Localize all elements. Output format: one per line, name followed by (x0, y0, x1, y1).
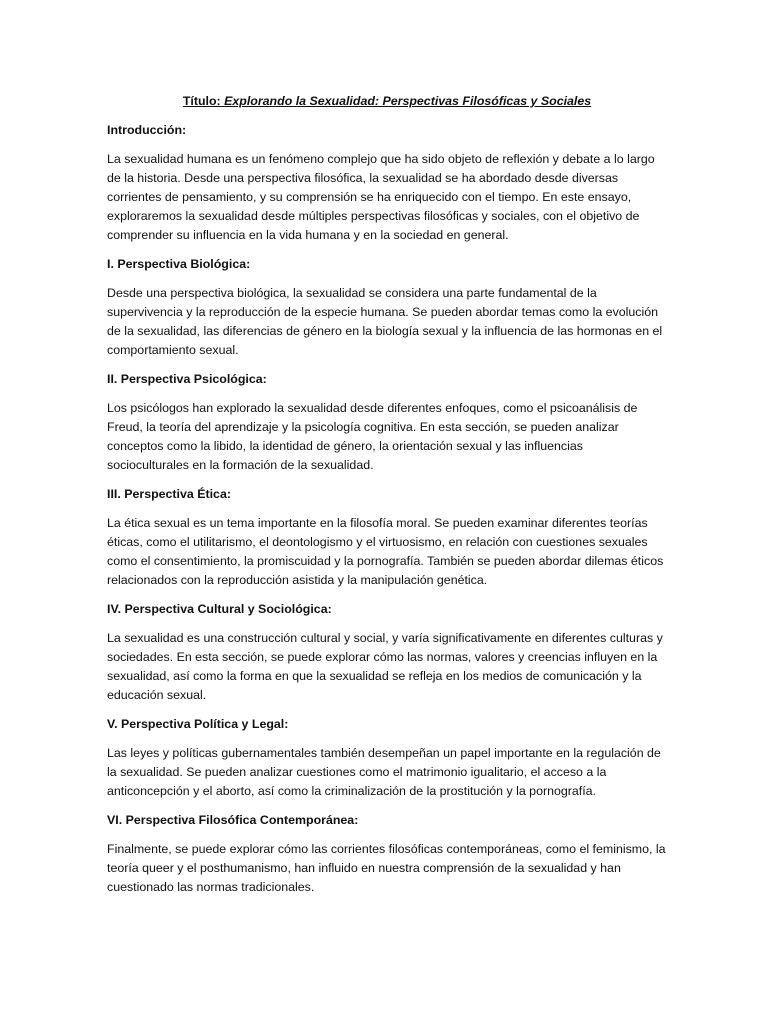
section-heading-etica: III. Perspectiva Ética: (107, 487, 231, 501)
section-heading-biologica: I. Perspectiva Biológica: (107, 257, 251, 271)
title-text: Explorando la Sexualidad: Perspectivas Filosóficas y Sociales (224, 94, 592, 108)
section-heading-cultural: IV. Perspectiva Cultural y Sociológica: (107, 602, 332, 616)
section-body-biologica: Desde una perspectiva biológica, la sexualidad se considera una parte fundamental de la supervivencia y la reproducción de la especie humana. Se pueden abordar temas como la evolución de la sexualidad, las diferencias de género en la biología sexual y la influencia de las hormonas en el comportamiento sexual. (107, 286, 663, 357)
document-body (107, 92, 667, 907)
title-prefix: Título: (182, 94, 225, 108)
section-heading-contemporanea: VI. Perspectiva Filosófica Contemporánea: (107, 813, 359, 827)
section-body-introduccion: La sexualidad humana es un fenómeno complejo que ha sido objeto de reflexión y debate a lo largo de la historia. Desde una perspectiva filosófica, la sexualidad se ha abordado desde diversas corrientes de pensamiento, y su comprensión se ha enriquecido con el tiempo. En este ensayo, exploraremos la sexualidad desde múltiples perspectivas filosóficas y sociales, con el objetivo de comprender su influencia en la vida humana y en la sociedad en general. (107, 152, 655, 242)
section-heading-psicologica: II. Perspectiva Psicológica: (107, 372, 267, 386)
section-body-contemporanea: Finalmente, se puede explorar cómo las corrientes filosóficas contemporáneas, como el feminismo, la teoría queer y el posthumanismo, han influido en nuestra comprensión de la sexualidad y han cuestionado las normas tradicionales. (107, 842, 666, 894)
section-body-politica: Las leyes y políticas gubernamentales también desempeñan un papel importante en la regulación de la sexualidad. Se pueden analizar cuestiones como el matrimonio igualitario, el acceso a la anticoncepción y el aborto, así como la criminalización de la prostitución y la pornografía. (107, 746, 661, 798)
section-heading-politica: V. Perspectiva Política y Legal: (107, 717, 289, 731)
section-body-cultural: La sexualidad es una construcción cultural y social, y varía significativamente en diferentes culturas y sociedades. En esta sección, se puede explorar cómo las normas, valores y creencias influyen en la sexualidad, así como la forma en que la sexualidad se refleja en los medios de comunicación y la educación sexual. (107, 631, 663, 702)
document-title (107, 92, 667, 111)
section-body-psicologica: Los psicólogos han explorado la sexualidad desde diferentes enfoques, como el psicoanálisis de Freud, la teoría del aprendizaje y la psicología cognitiva. En esta sección, se pueden analizar conceptos como la libido, la identidad de género, la orientación sexual y las influencias socioculturales en la formación de la sexualidad. (107, 401, 638, 472)
section-heading-introduccion: Introducción: (107, 123, 187, 137)
section-body-etica: La ética sexual es un tema importante en la filosofía moral. Se pueden examinar diferentes teorías éticas, como el utilitarismo, el deontologismo y el virtuosismo, en relación con cuestiones sexuales como el consentimiento, la promiscuidad y la pornografía. También se pueden abordar dilemas éticos relacionados con la reproducción asistida y la manipulación genética. (107, 516, 664, 587)
